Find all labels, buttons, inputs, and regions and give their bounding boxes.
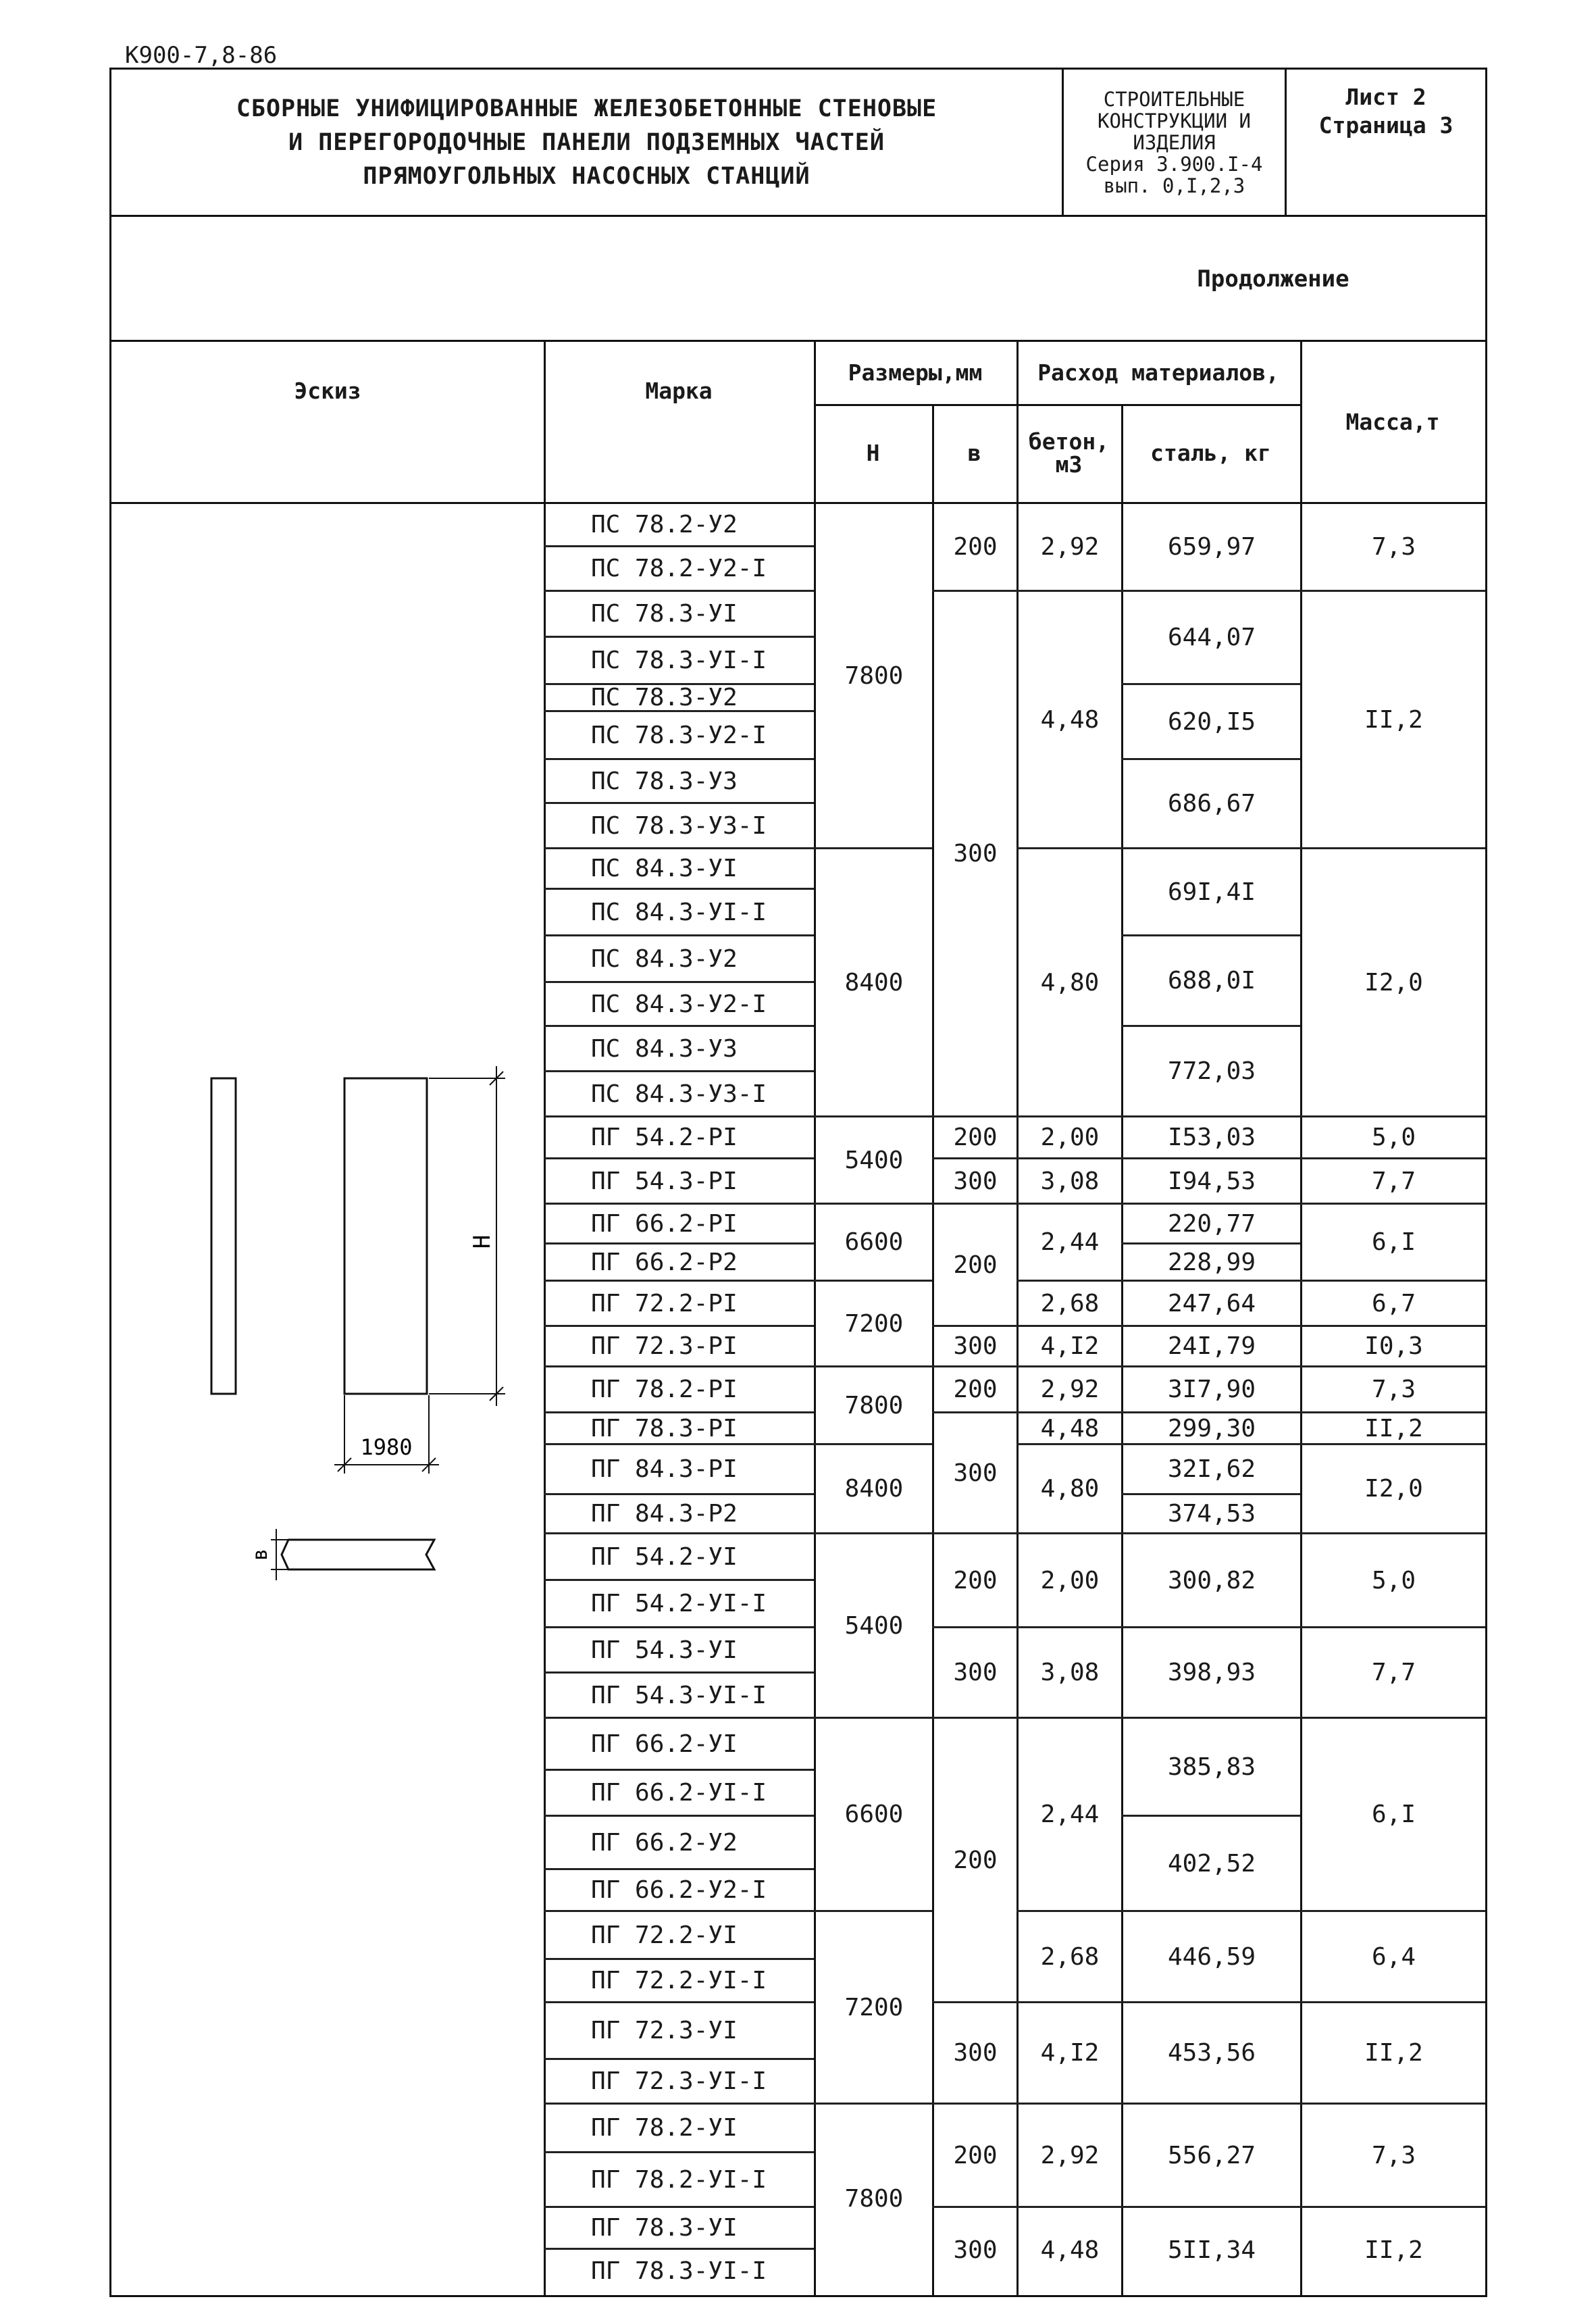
mass-cell: 6,4 xyxy=(1371,1942,1416,1971)
mass-cell-border xyxy=(1300,1325,1485,1327)
concrete-cell-border xyxy=(1016,1157,1121,1159)
concrete-cell-border xyxy=(1016,1411,1121,1413)
mark-row-line xyxy=(544,758,814,760)
thickness-cell: 200 xyxy=(953,1376,998,1403)
concrete-cell: 3,08 xyxy=(1040,1659,1100,1686)
mark-row-line xyxy=(544,2001,814,2003)
mark-cell: ПГ 54.3-УI xyxy=(591,1636,738,1664)
steel-cell: I53,03 xyxy=(1167,1124,1256,1151)
concrete-cell: 4,48 xyxy=(1040,2236,1100,2264)
header-steel: сталь, кг xyxy=(1150,439,1271,466)
steel-cell: 772,03 xyxy=(1167,1057,1256,1085)
series-block xyxy=(1064,70,1287,215)
mark-cell: ПГ 66.2-Р2 xyxy=(591,1248,738,1276)
mark-cell: ПГ 66.2-У2 xyxy=(591,1828,738,1857)
concrete-cell: 4,80 xyxy=(1040,1475,1100,1503)
thickness-cell-border xyxy=(932,2103,1016,2105)
height-cell: 7800 xyxy=(844,2184,904,2213)
steel-cell-border xyxy=(1121,1626,1300,1628)
height-cell-border xyxy=(814,847,932,849)
header-b: в xyxy=(967,439,981,466)
height-cell: 7200 xyxy=(844,1993,904,2021)
steel-cell-border xyxy=(1121,2103,1300,2105)
concrete-cell-border xyxy=(1016,1532,1121,1534)
mark-cell: ПС 78.3-У3 xyxy=(591,767,738,795)
steel-cell-border xyxy=(1121,1280,1300,1282)
concrete-cell: 2,92 xyxy=(1040,1376,1100,1403)
height-cell: 7800 xyxy=(844,1391,904,1419)
steel-cell-border xyxy=(1121,1203,1300,1205)
height-cell-border xyxy=(814,1365,932,1367)
height-cell: 8400 xyxy=(844,1475,904,1503)
mark-cell: ПС 84.3-УI-I xyxy=(591,898,767,926)
mark-row-line xyxy=(544,1717,814,1719)
mark-row-line xyxy=(544,2206,814,2208)
concrete-cell: 4,48 xyxy=(1040,705,1100,734)
steel-cell: 299,30 xyxy=(1167,1414,1256,1442)
height-cell: 6600 xyxy=(844,1228,904,1256)
steel-cell: 620,I5 xyxy=(1167,707,1256,736)
steel-cell: 659,97 xyxy=(1167,533,1256,561)
concrete-cell: 2,44 xyxy=(1040,1801,1100,1828)
mark-cell: ПГ 54.2-УI xyxy=(591,1542,738,1571)
steel-cell-border xyxy=(1121,2206,1300,2208)
concrete-cell-border xyxy=(1016,1365,1121,1367)
sheet-block xyxy=(1287,70,1485,215)
mark-cell: ПГ 84.3-РI xyxy=(591,1455,738,1483)
mass-cell: II,2 xyxy=(1364,2039,1423,2067)
series-line-3: ИЗДЕЛИЯ xyxy=(1133,130,1216,154)
mark-row-line xyxy=(544,636,814,638)
mass-cell: I0,3 xyxy=(1364,1332,1423,1360)
mark-row-line xyxy=(544,1203,814,1205)
steel-cell-border xyxy=(1121,1325,1300,1327)
header-H: H xyxy=(866,439,880,466)
steel-cell: 5II,34 xyxy=(1167,2236,1256,2264)
mark-row-line xyxy=(544,1242,814,1244)
height-cell: 6600 xyxy=(844,1801,904,1828)
height-cell: 8400 xyxy=(844,968,904,997)
thickness-cell-border xyxy=(932,1325,1016,1327)
continuation-label: Продолжение xyxy=(1197,266,1349,293)
steel-cell: 644,07 xyxy=(1167,624,1256,651)
thickness-cell-border xyxy=(932,1532,1016,1534)
drawing-frame xyxy=(109,68,1487,2297)
mark-row-line xyxy=(544,1910,814,1912)
concrete-cell: 2,44 xyxy=(1040,1228,1100,1256)
header-mass: Масса,т xyxy=(1345,408,1440,435)
steel-cell-border xyxy=(1121,1365,1300,1367)
mass-cell: 5,0 xyxy=(1371,1124,1416,1151)
header-sketch: Эскиз xyxy=(294,377,361,404)
steel-cell: 402,52 xyxy=(1167,1849,1256,1878)
steel-cell-border xyxy=(1121,2001,1300,2003)
thickness-cell-border xyxy=(932,590,1016,592)
mark-cell: ПГ 78.2-РI xyxy=(591,1376,738,1403)
mass-cell-border xyxy=(1300,1115,1485,1117)
mark-cell: ПС 78.3-У2-I xyxy=(591,721,767,749)
thickness-cell: 200 xyxy=(953,1566,998,1594)
header-sizes: Размеры,мм xyxy=(848,359,983,386)
height-cell-border xyxy=(814,1532,932,1534)
mark-row-line xyxy=(544,1579,814,1581)
panel-section xyxy=(282,1540,434,1569)
concrete-cell-border xyxy=(1016,1203,1121,1205)
series-line-1: СТРОИТЕЛЬНЫЕ xyxy=(1103,87,1245,111)
mark-cell: ПС 84.3-У3-I xyxy=(591,1080,767,1108)
steel-cell-border xyxy=(1121,1493,1300,1495)
concrete-cell: 2,68 xyxy=(1040,1942,1100,1971)
height-cell-border xyxy=(814,1910,932,1912)
mass-cell: I2,0 xyxy=(1364,968,1423,997)
steel-cell-border xyxy=(1121,590,1300,592)
concrete-cell-border xyxy=(1016,2103,1121,2105)
steel-cell-border xyxy=(1121,847,1300,849)
mass-cell-border xyxy=(1300,1203,1485,1205)
height-cell: 5400 xyxy=(844,1611,904,1640)
thickness-cell-border xyxy=(932,2001,1016,2003)
concrete-cell-border xyxy=(1016,2206,1121,2208)
thickness-cell: 300 xyxy=(953,1659,998,1686)
mark-row-line xyxy=(544,1815,814,1817)
concrete-cell-border xyxy=(1016,1626,1121,1628)
mass-cell: II,2 xyxy=(1364,1414,1423,1442)
mark-row-line xyxy=(544,1365,814,1367)
steel-cell: 247,64 xyxy=(1167,1289,1256,1317)
mark-cell: ПГ 84.3-Р2 xyxy=(591,1500,738,1528)
mass-cell-border xyxy=(1300,1910,1485,1912)
mark-row-line xyxy=(544,981,814,983)
mark-cell: ПГ 66.2-УI xyxy=(591,1730,738,1758)
header-mark: Марка xyxy=(645,377,713,404)
concrete-cell: 2,92 xyxy=(1040,533,1100,561)
steel-cell: 228,99 xyxy=(1167,1248,1256,1276)
thickness-cell: 300 xyxy=(953,1459,998,1487)
mark-row-line xyxy=(544,2151,814,2153)
mass-cell: 7,3 xyxy=(1371,1376,1416,1403)
steel-cell: 24I,79 xyxy=(1167,1332,1256,1360)
mass-cell-border xyxy=(1300,1443,1485,1445)
steel-cell-border xyxy=(1121,1717,1300,1719)
mark-row-line xyxy=(544,1070,814,1072)
mark-cell: ПГ 72.3-УI xyxy=(591,2017,738,2044)
mark-cell: ПГ 78.2-УI xyxy=(591,2114,738,2142)
mass-cell: 6,I xyxy=(1371,1228,1416,1256)
mark-cell: ПГ 72.3-УI-I xyxy=(591,2067,767,2095)
steel-cell-border xyxy=(1121,1910,1300,1912)
mark-cell: ПГ 54.2-УI-I xyxy=(591,1590,767,1617)
series-line-4: Серия 3.900.I-4 xyxy=(1085,152,1263,176)
thickness-cell-border xyxy=(932,1203,1016,1205)
height-dim-label: H xyxy=(469,1234,496,1249)
steel-cell: 220,77 xyxy=(1167,1209,1256,1238)
steel-cell: 446,59 xyxy=(1167,1942,1256,1971)
mark-cell: ПС 84.3-У2-I xyxy=(591,990,767,1018)
steel-cell: 688,0I xyxy=(1167,967,1256,995)
steel-cell-border xyxy=(1121,934,1300,936)
mark-cell: ПГ 54.2-РI xyxy=(591,1124,738,1151)
concrete-cell: 3,08 xyxy=(1040,1167,1100,1195)
mark-row-line xyxy=(544,1626,814,1628)
mass-cell-border xyxy=(1300,2001,1485,2003)
mark-row-line xyxy=(544,1157,814,1159)
series-line-5: вып. 0,I,2,3 xyxy=(1103,174,1245,197)
mark-row-line xyxy=(544,590,814,592)
mass-cell-border xyxy=(1300,1717,1485,1719)
header-consumption: Расход материалов, xyxy=(1037,359,1279,386)
mass-cell-border xyxy=(1300,1532,1485,1534)
mark-cell: ПГ 66.2-У2-I xyxy=(591,1876,767,1904)
mark-row-line xyxy=(544,888,814,890)
height-cell-border xyxy=(814,1717,932,1719)
concrete-cell-border xyxy=(1016,1910,1121,1912)
concrete-cell-border xyxy=(1016,1115,1121,1117)
steel-cell: 32I,62 xyxy=(1167,1455,1256,1483)
concrete-cell-border xyxy=(1016,1717,1121,1719)
header-subdivider xyxy=(814,404,1300,406)
mark-row-line xyxy=(544,1443,814,1445)
mark-cell: ПГ 66.2-УI-I xyxy=(591,1779,767,1807)
mark-cell: ПГ 78.3-УI-I xyxy=(591,2257,767,2285)
mass-cell: II,2 xyxy=(1364,2236,1423,2264)
mark-row-line xyxy=(544,683,814,685)
concrete-cell: 2,00 xyxy=(1040,1566,1100,1594)
thickness-cell: 200 xyxy=(953,533,998,561)
thickness-cell-border xyxy=(932,1626,1016,1628)
mass-cell-border xyxy=(1300,590,1485,592)
title-line-2: И ПЕРЕГОРОДОЧНЫЕ ПАНЕЛИ ПОДЗЕМНЫХ ЧАСТЕЙ xyxy=(288,128,885,156)
mark-cell: ПГ 78.3-УI xyxy=(591,2214,738,2242)
height-cell-border xyxy=(814,1280,932,1282)
mark-cell: ПГ 78.2-УI-I xyxy=(591,2165,767,2194)
steel-cell: 385,83 xyxy=(1167,1753,1256,1781)
mark-row-line xyxy=(544,1868,814,1870)
steel-cell: 3I7,90 xyxy=(1167,1376,1256,1403)
sheet-number: Лист 2 xyxy=(1345,84,1426,110)
thickness-cell: 200 xyxy=(953,2141,998,2169)
panel-sketch xyxy=(111,70,544,2292)
height-cell-border xyxy=(814,2103,932,2105)
mark-cell: ПС 84.3-У2 xyxy=(591,945,738,973)
thickness-cell-border xyxy=(932,2206,1016,2208)
steel-cell: 398,93 xyxy=(1167,1659,1256,1686)
mass-cell: I2,0 xyxy=(1364,1475,1423,1503)
thickness-cell: 300 xyxy=(953,1332,998,1360)
mark-cell: ПС 78.3-У2 xyxy=(591,684,738,711)
steel-cell-border xyxy=(1121,1242,1300,1244)
steel-cell: 374,53 xyxy=(1167,1500,1256,1528)
height-cell-border xyxy=(814,1443,932,1445)
steel-cell: 300,82 xyxy=(1167,1566,1256,1594)
mark-row-line xyxy=(544,1769,814,1771)
mass-cell-border xyxy=(1300,1280,1485,1282)
steel-cell: 69I,4I xyxy=(1167,878,1256,906)
mark-cell: ПГ 66.2-РI xyxy=(591,1209,738,1238)
concrete-cell-border xyxy=(1016,1325,1121,1327)
mark-row-line xyxy=(544,1958,814,1960)
panel-side-view xyxy=(211,1078,236,1394)
mark-row-line xyxy=(544,1025,814,1027)
thickness-cell: 200 xyxy=(953,1251,998,1279)
mark-row-line xyxy=(544,1280,814,1282)
mark-row-line xyxy=(544,934,814,936)
concrete-cell-border xyxy=(1016,847,1121,849)
title-line-1: СБОРНЫЕ УНИФИЦИРОВАННЫЕ ЖЕЛЕЗОБЕТОННЫЕ СТЕНОВЫЕ xyxy=(236,95,937,122)
height-cell-border xyxy=(814,1203,932,1205)
mass-cell: 5,0 xyxy=(1371,1566,1416,1594)
mark-cell: ПГ 54.3-УI-I xyxy=(591,1681,767,1709)
width-dim-label: 1980 xyxy=(360,1434,413,1460)
concrete-cell: 4,48 xyxy=(1040,1414,1100,1442)
concrete-cell: 4,80 xyxy=(1040,968,1100,997)
steel-cell: 453,56 xyxy=(1167,2039,1256,2067)
steel-cell-border xyxy=(1121,758,1300,760)
concrete-cell: 2,68 xyxy=(1040,1289,1100,1317)
mark-cell: ПГ 54.3-РI xyxy=(591,1167,738,1195)
concrete-cell-border xyxy=(1016,2001,1121,2003)
header-concrete: бетон, м3 xyxy=(1028,428,1110,478)
mark-row-line xyxy=(544,2248,814,2250)
mark-row-line xyxy=(544,1532,814,1534)
mass-cell-border xyxy=(1300,1365,1485,1367)
steel-cell-border xyxy=(1121,683,1300,685)
mark-cell: ПС 78.3-УI-I xyxy=(591,647,767,674)
thickness-cell: 300 xyxy=(953,1167,998,1195)
mark-cell: ПС 78.3-УI xyxy=(591,600,738,628)
page-number: Страница 3 xyxy=(1318,112,1453,139)
mass-cell: II,2 xyxy=(1364,705,1423,734)
mass-cell: 7,7 xyxy=(1371,1167,1416,1195)
mark-cell: ПГ 72.3-РI xyxy=(591,1332,738,1360)
mass-cell-border xyxy=(1300,1157,1485,1159)
mark-cell: ПГ 78.3-РI xyxy=(591,1414,738,1442)
steel-cell-border xyxy=(1121,1025,1300,1027)
mark-cell: ПГ 72.2-УI-I xyxy=(591,1967,767,1994)
thickness-cell-border xyxy=(932,1157,1016,1159)
steel-cell-border xyxy=(1121,1815,1300,1817)
mass-cell: 7,3 xyxy=(1371,2141,1416,2169)
mark-row-line xyxy=(544,1115,814,1117)
title-line-3: ПРЯМОУГОЛЬНЫХ НАСОСНЫХ СТАНЦИЙ xyxy=(363,162,810,190)
thickness-cell: 200 xyxy=(953,1846,998,1874)
steel-cell: 686,67 xyxy=(1167,790,1256,818)
mark-cell: ПС 84.3-УI xyxy=(591,855,738,882)
thickness-cell: 300 xyxy=(953,2236,998,2264)
steel-cell-border xyxy=(1121,1443,1300,1445)
mass-cell: 7,7 xyxy=(1371,1659,1416,1686)
steel-cell-border xyxy=(1121,1532,1300,1534)
mark-row-line xyxy=(544,545,814,547)
mass-cell: 6,7 xyxy=(1371,1289,1416,1317)
panel-front-view xyxy=(344,1078,427,1394)
height-cell: 7800 xyxy=(844,661,904,690)
concrete-cell-border xyxy=(1016,1443,1121,1445)
series-line-2: КОНСТРУКЦИИ И xyxy=(1098,109,1251,132)
thickness-cell-border xyxy=(932,1411,1016,1413)
mass-cell-border xyxy=(1300,2103,1485,2105)
steel-cell-border xyxy=(1121,1157,1300,1159)
thickness-cell: 300 xyxy=(953,2039,998,2067)
mark-row-line xyxy=(544,1411,814,1413)
mark-cell: ПС 84.3-У3 xyxy=(591,1034,738,1063)
mark-row-line xyxy=(544,2103,814,2105)
thickness-cell-border xyxy=(932,1717,1016,1719)
concrete-cell: 2,92 xyxy=(1040,2141,1100,2169)
mark-row-line xyxy=(544,1671,814,1674)
mark-row-line xyxy=(544,1493,814,1495)
mark-cell: ПГ 72.2-УI xyxy=(591,1921,738,1949)
thickness-cell-border xyxy=(932,1365,1016,1367)
mark-row-line xyxy=(544,847,814,849)
mass-cell-border xyxy=(1300,1626,1485,1628)
steel-cell: 556,27 xyxy=(1167,2141,1256,2169)
concrete-cell: 4,I2 xyxy=(1040,1332,1100,1360)
steel-cell-border xyxy=(1121,1115,1300,1117)
mass-cell-border xyxy=(1300,2206,1485,2208)
mark-cell: ПГ 72.2-РI xyxy=(591,1289,738,1317)
mass-cell: 7,3 xyxy=(1371,533,1416,561)
thickness-dim-label: в xyxy=(249,1548,272,1561)
document-code: К900-7,8-86 xyxy=(125,42,278,69)
height-cell: 7200 xyxy=(844,1309,904,1338)
concrete-cell-border xyxy=(1016,1280,1121,1282)
mark-cell: ПС 78.2-У2 xyxy=(591,511,738,538)
mark-cell: ПС 78.2-У2-I xyxy=(591,555,767,582)
thickness-cell: 200 xyxy=(953,1124,998,1151)
steel-cell: I94,53 xyxy=(1167,1167,1256,1195)
height-cell: 5400 xyxy=(844,1146,904,1174)
steel-cell-border xyxy=(1121,1411,1300,1413)
thickness-cell-border xyxy=(932,1115,1016,1117)
height-cell-border xyxy=(814,1115,932,1117)
mass-cell-border xyxy=(1300,847,1485,849)
mark-row-line xyxy=(544,802,814,804)
concrete-cell: 4,I2 xyxy=(1040,2039,1100,2067)
thickness-cell: 300 xyxy=(953,840,998,867)
mass-cell-border xyxy=(1300,1411,1485,1413)
concrete-cell-border xyxy=(1016,590,1121,592)
concrete-cell: 2,00 xyxy=(1040,1124,1100,1151)
mark-row-line xyxy=(544,1325,814,1327)
mark-row-line xyxy=(544,2058,814,2060)
mark-cell: ПС 78.3-У3-I xyxy=(591,811,767,840)
mark-row-line xyxy=(544,710,814,712)
mass-cell: 6,I xyxy=(1371,1801,1416,1828)
